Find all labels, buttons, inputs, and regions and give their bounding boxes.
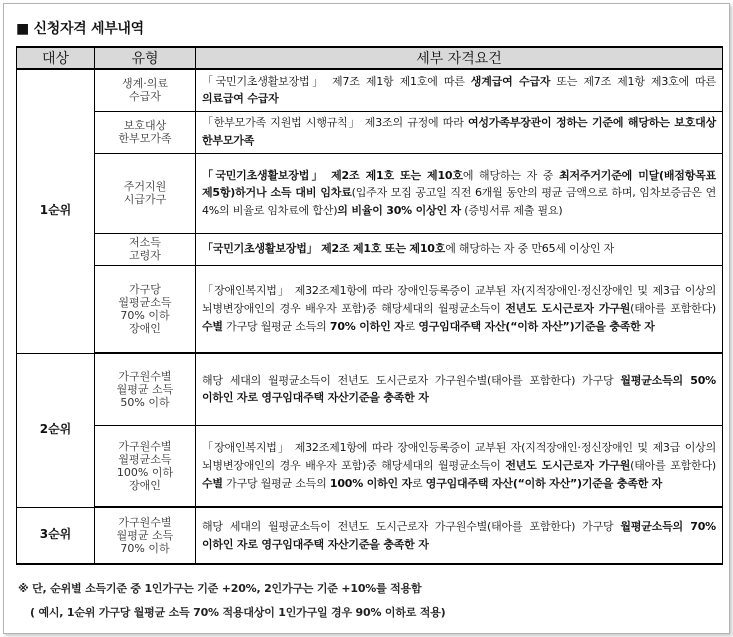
type-label-line: 월평균 소득	[116, 382, 174, 396]
detail-emphasis: 생계급여 수급자	[470, 74, 551, 88]
detail-text: 「한부모가족 지원법 시행규칙」 제3조의 규정에 따라	[202, 116, 468, 130]
type-cell	[95, 233, 196, 265]
header-target: 대상	[17, 47, 95, 69]
type-cell	[95, 425, 196, 507]
detail-cell	[196, 265, 723, 353]
detail-emphasis: 월평균소득의 70% 이하인 자로 영구임대주택 자산기준을 충족한 자	[202, 519, 716, 551]
type-label-line: 장애인	[129, 478, 161, 492]
table-row	[17, 111, 723, 153]
table-row	[17, 507, 723, 564]
detail-emphasis: 수별	[202, 476, 223, 490]
type-label-line: 장애인	[129, 321, 161, 335]
detail-emphasis: 월평균소득의 50% 이하인 자로 영구임대주택 자산기준을 충족한 자	[202, 373, 716, 405]
detail-text: 에 해당하는 자 중	[462, 168, 560, 182]
detail-text: (태아를 포함한다)	[630, 458, 716, 472]
detail-emphasis: 여성가족부장관이 정하는 기준에 해당하는 보호대상 한부모가족	[202, 116, 716, 147]
type-label-line: 가구당	[129, 282, 161, 296]
type-cell	[95, 69, 196, 111]
detail-emphasis: 전년도 도시근로자 가구원	[505, 458, 631, 472]
table-row	[17, 233, 723, 265]
footnote-example: ( 예시, 1순위 가구당 월평균 소득 70% 적용대상이 1인가구일 경우 90% 이하로 적용)	[30, 606, 446, 619]
detail-cell	[196, 233, 723, 265]
section-title: ■ 신청자격 세부내역	[16, 21, 144, 37]
detail-text: 「장애인복지법」 제32조제1항에 따라 장애인등록증이 교부된 자(지적장애인·정신장애인 및 제3급 이상의 뇌병변장애인의 경우 배우자 포함)중 해당세대의 월평균소득이	[202, 284, 716, 315]
type-label-line: 가구원수별	[118, 369, 172, 383]
detail-emphasis: 70% 이하인 자	[329, 319, 405, 333]
table-row	[17, 425, 723, 507]
detail-emphasis: 전년도 도시근로자 가구원	[505, 301, 631, 315]
detail-text: (태아를 포함한다)	[630, 301, 716, 315]
type-label-line: 한부모가족	[118, 132, 172, 145]
table-header-row	[17, 47, 723, 69]
type-label-line: 저소득	[129, 236, 161, 249]
type-cell	[95, 265, 196, 353]
type-label-line: 월평균소득	[118, 452, 172, 466]
detail-text: 「장애인복지법」 제32조제1항에 따라 장애인등록증이 교부된 자(지적장애인·정신장애인 및 제3급 이상의 뇌병변장애인의 경우 배우자 포함)중 해당세대의 월평균소득이	[202, 441, 716, 472]
detail-text: 해당 세대의 월평균소득이 전년도 도시근로자 가구원수별(태아를 포함한다) 가구당	[202, 519, 621, 533]
detail-emphasis: 수별	[202, 319, 223, 333]
detail-cell	[196, 111, 723, 153]
type-label-line: 70% 이하	[120, 308, 170, 322]
detail-text: 로	[412, 476, 426, 490]
type-label-line: 시급가구	[123, 193, 167, 206]
document-frame	[3, 3, 730, 634]
type-label-line: 수급자	[129, 90, 161, 104]
type-label-line: 50% 이하	[120, 395, 170, 409]
detail-emphasis: 「국민기초생활보장법」 제2조 제1호 또는 제10호	[202, 168, 463, 182]
type-label-line: 70% 이하	[120, 542, 170, 555]
detail-cell	[196, 425, 723, 507]
detail-cell	[196, 507, 723, 564]
detail-text: 「국민기초생활보장법」 제7조 제1항 제1호에 따른	[202, 74, 471, 88]
eligibility-table	[16, 46, 723, 565]
detail-text: (입주자 모집 공고일 직전 6개월 동안의 평균 금액으로 하며, 임차보증금은 연 4%의 비율로 임차료에 합산)	[202, 186, 717, 217]
rank-2-cell: 2순위	[17, 353, 95, 507]
detail-emphasis: 의 비율이 30% 이상인 자	[337, 203, 461, 217]
rank-1-cell: 1순위	[17, 69, 95, 353]
detail-emphasis: 100% 이하인 자	[329, 476, 413, 490]
detail-text: 또는 제7조 제1항 제3호에 따른	[550, 74, 716, 88]
type-label-line: 월평균소득	[118, 295, 172, 309]
type-label-line: 주거지원	[123, 180, 167, 193]
type-label-line: 가구원수별	[118, 439, 172, 453]
detail-cell	[196, 353, 723, 425]
detail-text: 가구당 월평균 소득의	[222, 319, 330, 333]
type-label-line: 고령자	[129, 249, 161, 262]
rank-3-cell: 3순위	[17, 507, 95, 564]
type-label-line: 100% 이하	[116, 465, 174, 479]
type-cell	[95, 353, 196, 425]
detail-text: 가구당 월평균 소득의	[222, 476, 330, 490]
type-cell	[95, 153, 196, 233]
type-label-line: 가구원수별	[118, 516, 172, 529]
detail-emphasis: 영구임대주택 자산(“이하 자산”)기준을 충족한 자	[425, 476, 663, 490]
type-label-line: 월평균 소득	[116, 529, 174, 542]
type-cell	[95, 507, 196, 564]
detail-emphasis: 영구임대주택 자산(“이하 자산”)기준을 충족한 자	[418, 319, 655, 333]
table-row	[17, 353, 723, 425]
header-detail: 세부 자격요건	[196, 47, 723, 69]
detail-text: (증빙서류 제출 필요)	[460, 203, 563, 217]
detail-cell	[196, 69, 723, 111]
table-row	[17, 153, 723, 233]
detail-cell	[196, 153, 723, 233]
detail-emphasis: 최저주거기준에 미달(배점항목표 제5항)하거나 소득 대비 임차료	[202, 168, 717, 200]
table-row	[17, 265, 723, 353]
detail-text: 해당 세대의 월평균소득이 전년도 도시근로자 가구원수별(태아를 포함한다) 가구당	[202, 373, 621, 387]
detail-text: 에 해당하는 자 중 만65세 이상인 자	[445, 242, 615, 256]
detail-text: 로	[404, 319, 419, 333]
type-cell	[95, 111, 196, 153]
header-type: 유형	[95, 47, 196, 69]
type-label-line: 보호대상	[123, 119, 167, 132]
type-label-line: 생계·의료	[121, 77, 168, 91]
table-row	[17, 69, 723, 111]
detail-emphasis: 「국민기초생활보장법」 제2조 제1호 또는 제10호	[202, 242, 446, 256]
detail-emphasis: 의료급여 수급자	[202, 92, 279, 106]
footnote: ※ 단, 순위별 소득기준 중 1인가구는 기준 +20%, 2인가구는 기준 +10%를 적용함	[18, 582, 422, 595]
